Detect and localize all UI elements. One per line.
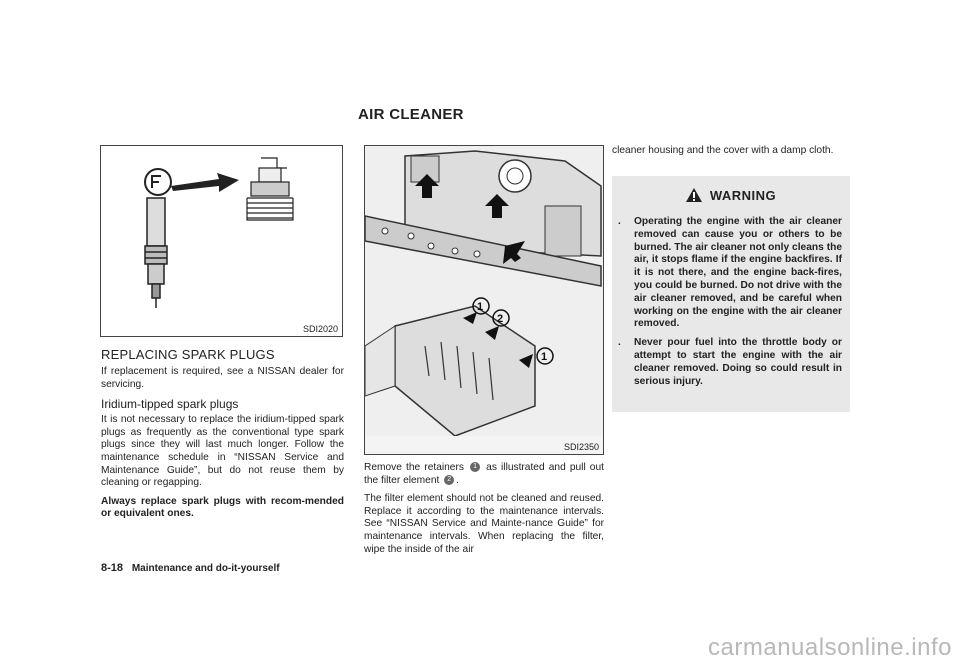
section-title: AIR CLEANER [358,106,464,123]
figure-code: SDI2350 [563,442,599,452]
page-footer [101,562,280,574]
warning-item: . Operating the engine with the air cleaner removed can cause you or others to be burned. The air cleaner not only cleans the air, it stops flame if the engine backfires. If it is not there, and the engine back-fires, you could be burned. Do not drive with the air cleaner removed, and be careful when working on the engine with the air cleaner removed. [618,216,842,330]
chapter-name: Maintenance and do-it-yourself [131,563,280,574]
warning-box [612,176,850,412]
intro-paragraph: If replacement is required, see a NISSAN dealer for servicing. [101,366,344,390]
spark-plug-figure [100,145,343,337]
warning-item: . Never pour fuel into the throttle body or attempt to start the engine with the air cleaner removed. Doing so could result in serious injury. [618,337,842,387]
callout-2: 2 [497,313,504,325]
body-paragraph: It is not necessary to replace the iridium-tipped spark plugs as frequently as the conventional type spark plugs since they will last much longer. Follow the maintenance schedule in “NISSAN Service and Maintenance Guide”, but do not reuse them by cleaning or regapping. [101,414,344,489]
middle-column [364,462,604,562]
engine-bay-illustration [365,146,603,436]
bold-note: Always replace spark plugs with recom-mended or equivalent ones. [101,495,344,520]
callout-1a: 1 [477,301,484,313]
filter-paragraph: The filter element should not be cleaned and reused. Replace it according to the maintenance intervals. See “NISSAN Service and Mainte-nance Guide” for maintenance intervals. When replacing the filter, wipe the inside of the air [364,493,604,555]
section-heading: REPLACING SPARK PLUGS [101,347,275,362]
subheading: Iridium-tipped spark plugs [101,397,239,412]
figure-code: SDI2020 [302,324,338,334]
callout-badge-2: 2 [444,475,454,485]
left-column [101,347,344,527]
warning-title: WARNING [709,187,777,203]
instruction-paragraph: Remove the retainers 1 as illustrated and pull out the filter element 2 . [364,462,604,486]
air-cleaner-figure [364,145,604,455]
continuation-paragraph: cleaner housing and the cover with a damp cloth. [612,145,834,156]
page-number: 8-18 [101,562,124,574]
watermark: carmanualsonline.info [708,634,952,661]
right-column [612,145,852,164]
callout-1b: 1 [541,351,548,363]
spark-plug-illustration [101,146,342,316]
warning-list [612,216,850,388]
callout-badge-1: 1 [470,462,480,472]
warning-header [612,184,850,206]
warning-icon [686,188,702,202]
